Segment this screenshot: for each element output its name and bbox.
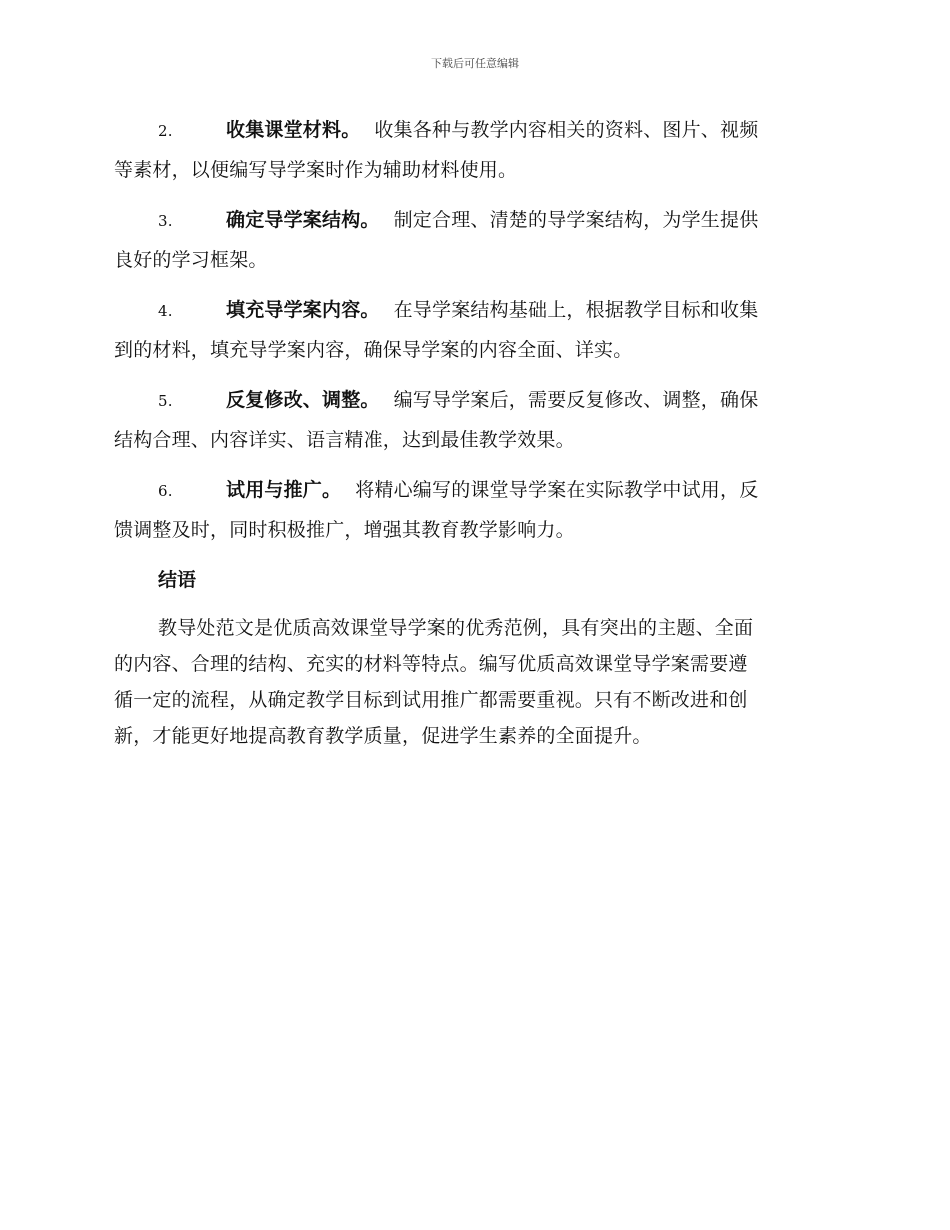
list-item-number: 2.: [158, 122, 173, 140]
list-item-number: 3.: [158, 212, 173, 230]
paragraph-line: 的内容、合理的结构、充实的材料等特点。编写优质高效课堂导学案需要遵: [114, 653, 748, 675]
list-item-lead: 收集课堂材料。: [226, 119, 361, 141]
list-item-text: 制定合理、清楚的导学案结构，为学生提供: [393, 209, 759, 231]
document-body: [114, 110, 830, 754]
list-item: [114, 290, 830, 370]
section-heading: 结语: [158, 569, 197, 591]
list-item-text: 将精心编写的课堂导学案在实际教学中试用，反: [355, 479, 759, 501]
paragraph-line: 新，才能更好地提高教育教学质量，促进学生素养的全面提升。: [114, 725, 652, 747]
list-item-line: [114, 110, 830, 150]
list-item-lead: 填充导学案内容。: [226, 299, 380, 321]
list-item-lead: 确定导学案结构。: [226, 209, 380, 231]
list-item-text: 收集各种与教学内容相关的资料、图片、视频: [374, 119, 759, 141]
list-item-text: 在导学案结构基础上，根据教学目标和收集: [393, 299, 759, 321]
list-item-line: [114, 200, 830, 240]
list-item-continuation: 馈调整及时，同时积极推广，增强其教育教学影响力。: [114, 519, 575, 541]
paragraph-line: 教导处范文是优质高效课堂导学案的优秀范例，具有突出的主题、全面: [158, 617, 754, 639]
list-item: [114, 380, 830, 460]
list-item-continuation: 良好的学习框架。: [114, 249, 268, 271]
list-item-text: 编写导学案后，需要反复修改、调整，确保: [393, 389, 759, 411]
list-item-number: 6.: [158, 482, 173, 500]
list-item: [114, 110, 830, 190]
list-item: [114, 470, 830, 550]
list-item-line: [114, 470, 830, 510]
paragraph-line: 循一定的流程，从确定教学目标到试用推广都需要重视。只有不断改进和创: [114, 689, 748, 711]
list-item-line: [114, 290, 830, 330]
list-item-lead: 反复修改、调整。: [226, 389, 380, 411]
list-item-continuation: 到的材料，填充导学案内容，确保导学案的内容全面、详实。: [114, 339, 633, 361]
list-item-lead: 试用与推广。: [226, 479, 342, 501]
list-item: [114, 200, 830, 280]
list-item-line: [114, 380, 830, 420]
conclusion-paragraph: [114, 610, 830, 754]
list-item-number: 4.: [158, 302, 173, 320]
page-header: 下载后可任意编辑: [431, 57, 519, 70]
list-item-number: 5.: [158, 392, 173, 410]
list-item-continuation: 结构合理、内容详实、语言精准，达到最佳教学效果。: [114, 429, 575, 451]
list-item-continuation: 等素材，以便编写导学案时作为辅助材料使用。: [114, 159, 518, 181]
